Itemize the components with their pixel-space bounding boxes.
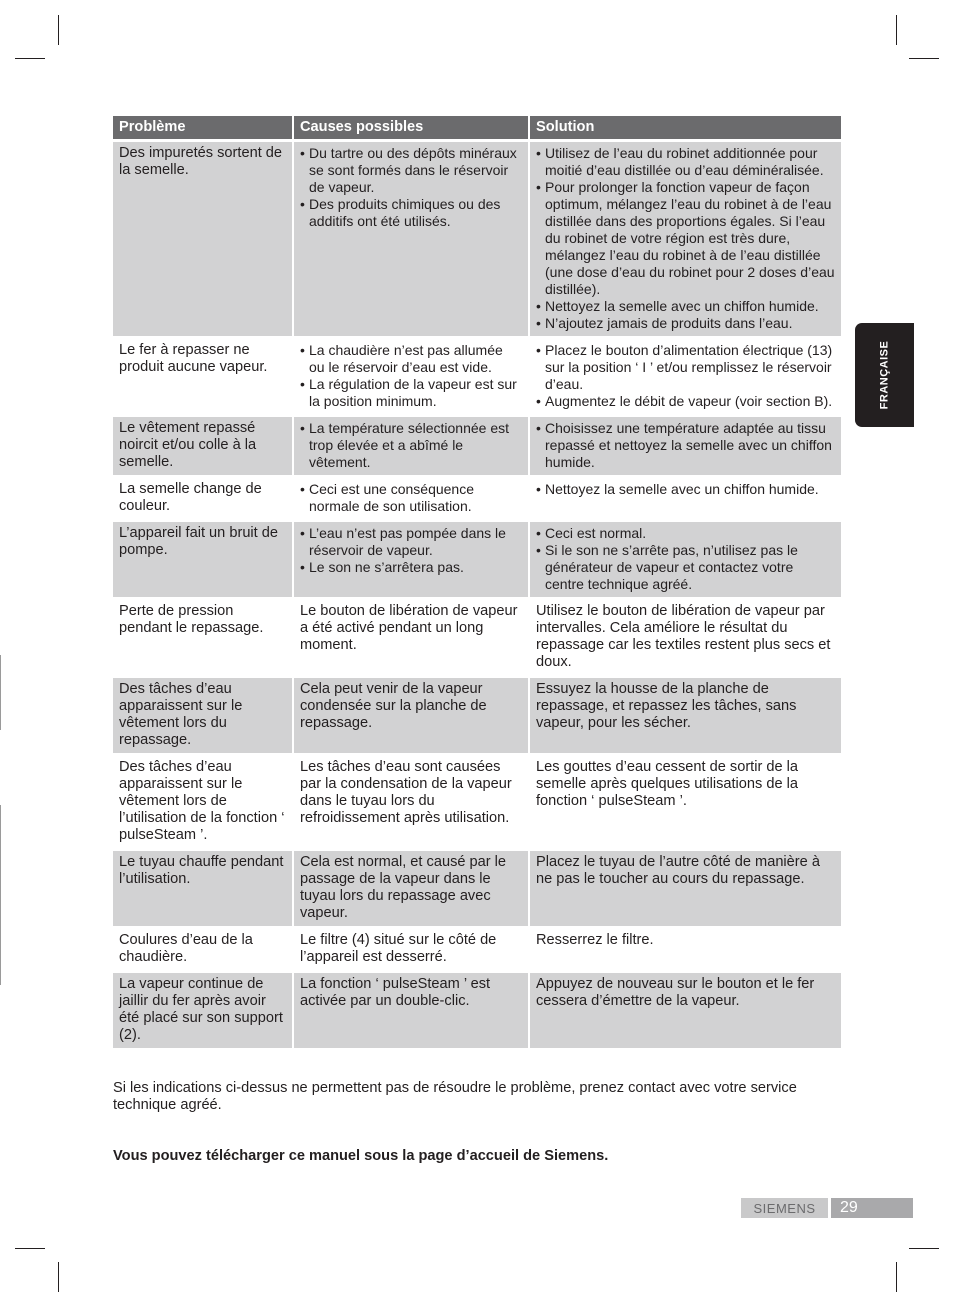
causes-cell <box>294 339 530 414</box>
causes-cell: La fonction ‘ pulseSteam ’ est activée par un double-clic. <box>294 973 530 1048</box>
problem-cell: Des tâches d’eau apparaissent sur le vêtement lors de l’utilisation de la fonction ‘ pulseSteam ’. <box>113 756 294 848</box>
list-item: • Pour prolonger la fonction vapeur de façon optimum, mélangez l’eau du robinet à de l’eau distillée dans des proportions égales. Si l’eau du robinet de votre région est très dure, mélangez l’eau du robinet à de l’eau distillée (une dose d’eau du robinet pour 2 doses d’eau distillée). <box>536 179 835 298</box>
list-item: • Nettoyez la semelle avec un chiffon humide. <box>536 298 835 315</box>
table-row <box>113 756 841 848</box>
crop-mark <box>15 58 45 59</box>
table-row <box>113 142 841 336</box>
problem-cell: Coulures d’eau de la chaudière. <box>113 929 294 970</box>
table-row <box>113 851 841 926</box>
margin-mark <box>0 655 1 730</box>
causes-cell: Le bouton de libération de vapeur a été activé pendant un long moment. <box>294 600 530 675</box>
solution-cell: Utilisez le bouton de libération de vapeur par intervalles. Cela améliore le résultat du repassage car les textiles restent plus secs et doux. <box>536 603 831 670</box>
causes-cell: Cela peut venir de la vapeur condensée sur la planche de repassage. <box>294 678 530 753</box>
column-header-solution: Solution <box>530 116 841 139</box>
causes-cell: Les tâches d’eau sont causées par la condensation de la vapeur dans le tuyau lors du refroidissement après utilisation. <box>294 756 530 848</box>
list-item: • Ceci est une conséquence normale de son utilisation. <box>300 481 522 515</box>
table-row <box>113 973 841 1048</box>
list-item: • Le son ne s’arrêtera pas. <box>300 559 522 576</box>
problem-cell: Le fer à repasser ne produit aucune vapeur. <box>113 339 294 414</box>
causes-cell <box>294 417 530 475</box>
list-item: • Placez le bouton d’alimentation électrique (13) sur la position ‘ I ’ et/ou remplissez le réservoir d’eau. <box>536 342 835 393</box>
list-item: • L’eau n’est pas pompée dans le réservoir de vapeur. <box>300 525 522 559</box>
problem-cell: La semelle change de couleur. <box>113 478 294 519</box>
solution-cell <box>530 478 841 519</box>
solution-cell <box>530 339 841 414</box>
column-header-problem: Problème <box>113 116 294 139</box>
table-row <box>113 929 841 970</box>
troubleshooting-table <box>113 113 841 1051</box>
solution-cell: Les gouttes d’eau cessent de sortir de la semelle après quelques utilisations de la fonction ‘ pulseSteam ’. <box>536 759 799 809</box>
solution-cell: Essuyez la housse de la planche de repassage, et repassez les tâches, sans vapeur, pour les sécher. <box>530 678 841 753</box>
solution-cell: Resserrez le filtre. <box>536 932 654 948</box>
solution-cell <box>530 142 841 336</box>
contact-note: Si les indications ci-dessus ne permettent pas de résoudre le problème, prenez contact avec votre service technique agréé. <box>113 1080 797 1113</box>
problem-cell: L’appareil fait un bruit de pompe. <box>113 522 294 597</box>
list-item: • Des produits chimiques ou des additifs ont été utilisés. <box>300 196 522 230</box>
list-item: • La chaudière n’est pas allumée ou le réservoir d’eau est vide. <box>300 342 522 376</box>
table-header-row <box>113 116 841 139</box>
table-row <box>113 600 841 675</box>
list-item: • Nettoyez la semelle avec un chiffon humide. <box>536 481 835 498</box>
language-label: FRANÇAISE <box>878 340 891 410</box>
crop-mark <box>15 1248 45 1249</box>
problem-cell: Des impuretés sortent de la semelle. <box>113 142 294 336</box>
table-row <box>113 522 841 597</box>
list-item: • Ceci est normal. <box>536 525 835 542</box>
table-row <box>113 678 841 753</box>
list-item: • La température sélectionnée est trop élevée et a abîmé le vêtement. <box>300 420 522 471</box>
crop-mark <box>58 1262 59 1292</box>
list-item: • La régulation de la vapeur est sur la position minimum. <box>300 376 522 410</box>
column-header-causes: Causes possibles <box>294 116 530 139</box>
table-row <box>113 339 841 414</box>
causes-cell <box>294 478 530 519</box>
crop-mark <box>896 15 897 45</box>
problem-cell: Le vêtement repassé noircit et/ou colle à la semelle. <box>113 417 294 475</box>
list-item: • Du tartre ou des dépôts minéraux se sont formés dans le réservoir de vapeur. <box>300 145 522 196</box>
page-number: 29 <box>831 1198 913 1218</box>
crop-mark <box>909 58 939 59</box>
problem-cell: Des tâches d’eau apparaissent sur le vêtement lors du repassage. <box>113 678 294 753</box>
problem-cell: Perte de pression pendant le repassage. <box>113 600 294 675</box>
solution-cell <box>530 417 841 475</box>
brand-label: SIEMENS <box>741 1198 828 1218</box>
problem-cell: Le tuyau chauffe pendant l’utilisation. <box>113 851 294 926</box>
crop-mark <box>896 1262 897 1292</box>
table-row <box>113 478 841 519</box>
list-item: • N’ajoutez jamais de produits dans l’eau. <box>536 315 835 332</box>
download-note: Vous pouvez télécharger ce manuel sous la page d’accueil de Siemens. <box>113 1148 609 1164</box>
solution-cell: Placez le tuyau de l’autre côté de manière à ne pas le toucher au cours du repassage. <box>530 851 841 926</box>
list-item: • Utilisez de l’eau du robinet additionnée pour moitié d’eau distillée ou d’eau déminéralisée. <box>536 145 835 179</box>
list-item: • Si le son ne s’arrête pas, n’utilisez pas le générateur de vapeur et contactez votre centre technique agréé. <box>536 542 835 593</box>
causes-cell: Cela est normal, et causé par le passage de la vapeur dans le tuyau lors du repassage avec vapeur. <box>294 851 530 926</box>
solution-cell: Appuyez de nouveau sur le bouton et le fer cessera d’émettre de la vapeur. <box>530 973 841 1048</box>
list-item: • Choisissez une température adaptée au tissu repassé et nettoyez la semelle avec un chiffon humide. <box>536 420 835 471</box>
list-item: • Augmentez le débit de vapeur (voir section B). <box>536 393 835 410</box>
problem-cell: La vapeur continue de jaillir du fer après avoir été placé sur son support (2). <box>113 973 294 1048</box>
causes-cell <box>294 142 530 336</box>
crop-mark <box>909 1248 939 1249</box>
causes-cell: Le filtre (4) situé sur le côté de l’appareil est desserré. <box>294 929 530 970</box>
table-row <box>113 417 841 475</box>
margin-mark <box>0 805 1 985</box>
crop-mark <box>58 15 59 45</box>
solution-cell <box>530 522 841 597</box>
causes-cell <box>294 522 530 597</box>
language-tab <box>855 323 914 427</box>
